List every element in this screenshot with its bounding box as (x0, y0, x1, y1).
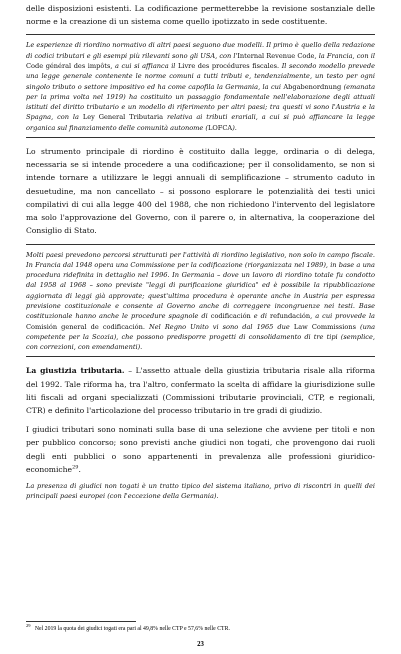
footnote-number: 29 (26, 623, 31, 629)
footnote (26, 625, 375, 633)
paragraph-giudici: I giudici tributari sono nominati sulla base di una selezione che avviene per titoli e non per pubblico concorso; sono previsti anche giudici non togati, che provengono dai ruoli degli enti pubblici o sono appartenenti in prevalenza alle professioni giuridico-economiche$^{29}$. (26, 425, 375, 474)
footnote-divider (26, 621, 136, 622)
footnote-text: Nel 2019 la quota dei giudici togati era pari al 49,8% nelle CTP e 57,6% nelle CTR. (34, 626, 230, 632)
footnote-reference[interactable]: 29 (72, 464, 79, 471)
paragraph-riordino: Lo strumento principale di riordino è costituito dalla legge, ordinaria o di delega, necessaria se si intende procedere a una codificazione; per il consolidamento, se non si intende tornare a utilizzare le leggi annuali di semplificazione – strumento caduto in desuetudine, ma non cancellato – si possono esplorare le potenzialità dei testi unici compilativi di cui alla legge 400 del 1988, che non richiedono l'intervento del legislatore ma solo l'approvazione del Governo, con il parere o, in alternativa, la cooperazione del Consiglio di Stato. (26, 147, 375, 236)
comparison-box-reorganization-procedures: Molti paesi prevedono percorsi strutturati per l'attività di riordino legislativo, non solo in campo fiscale. In Francia dal 1948 opera una Commissione per la codificazione (riorganizzata nel 1989), in base a una procedura ridefinita in dettaglio nel 1996. In Germania – dove un lavoro di riordino totale fu condotto dal 1958 al 1968 – sono previste "leggi di purificazione giuridica" ed è possibile la ripubblicazione aggiornata di leggi già approvate; quest'ultima procedura è operante anche in Austria per espressa previsione costituzionale e consente al Governo anche di correggere incongruenze nei testi. Base costituzionale hanno anche le procedure spagnole di codificación e di refundación, a cui provvede la Comisión general de codificación. Nel Regno Unito vi sono dal 1965 due Law Commissions (una competente per la Scozia), che possono predisporre progetti di consolidamento di tre tipi (semplice, con correzioni, con emendamenti). (26, 244, 375, 358)
paragraph-giustizia-tributaria: La giustizia tributaria. – L'assetto attuale della giustizia tributaria risale alla riforma del 1992. Tale riforma ha, tra l'altro, confermato la scelta di affidare la giurisdizione sulle liti fiscali ad organi specializzati (Commissioni tributarie provinciali, CTP, e regionali, CTR) e definito l'articolazione del processo tributario in tre gradi di giudizio. (26, 366, 375, 416)
italic-note: La presenza di giudici non togati è un tratto tipico del sistema italiano, privo di riscontri in quelli dei principali paesi europei (con l'eccezione della Germania). (26, 482, 375, 501)
comparison-box-codification-models: Le esperienze di riordino normativo di altri paesi seguono due modelli. Il primo è quello della redazione di codici tributari e gli esempi più rilevanti sono gli USA, con l'Internal Revenue Code, la Francia, con il Code général des impôts, a cui si affianca il Livre des procédures fiscales. Il secondo modello prevede una legge generale contenente le norme comuni a tutti tributi e, tendenzialmente, un testo per ogni singolo tributo o settore impositivo ed ha come capofila la Germania, la cui Abgabenordnung (emanata per la prima volta nel 1919) ha costituito un passaggio fondamentale nell'elaborazione degli attuali istituti del diritto tributario e un modello di riferimento per altri paesi; tra questi vi sono l'Austria e la Spagna, con la Ley General Tributaria relativa ai tributi erariali, a cui si può affiancare la legge organica sul finanziamento delle comunità autonome (LOFCA). (26, 34, 375, 138)
page-number: 23 (197, 641, 204, 648)
top-paragraph: delle disposizioni esistenti. La codificazione permetterebbe la revisione sostanziale delle norme e la creazione di un sistema come quello ipotizzato in sede costituente. (26, 4, 375, 27)
section-heading: La giustizia tributaria. (26, 366, 125, 376)
